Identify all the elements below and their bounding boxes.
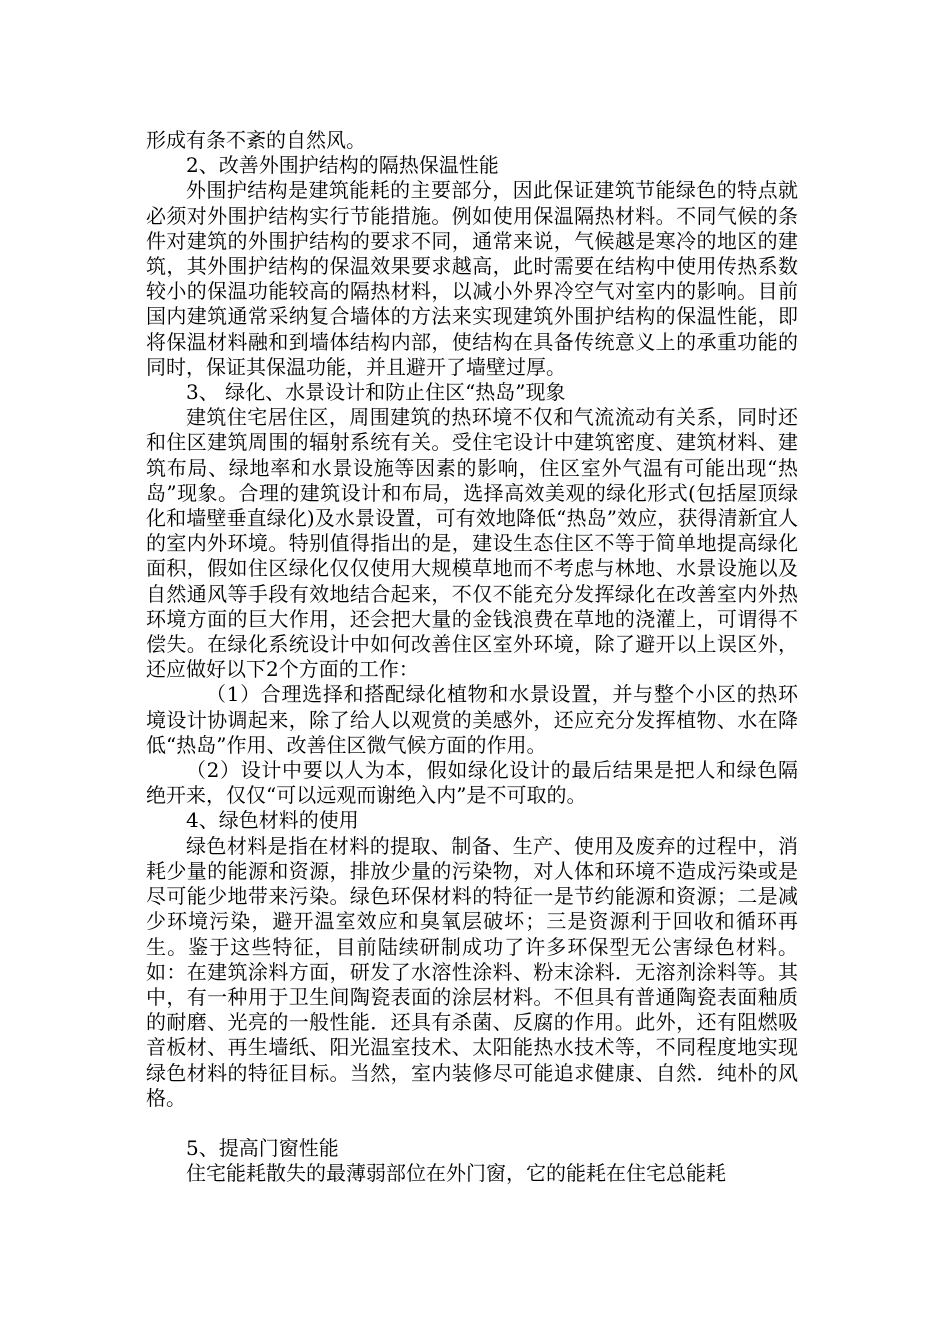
paragraph-continuation: 形成有条不紊的自然风。 xyxy=(146,128,366,152)
paragraph-green-materials: 绿色材料是指在材料的提取、制备、生产、使用及废弃的过程中，消耗少量的能源和资源，排放少量的污染物，对人体和环境不造成污染或是尽可能少地带来污染。绿色环保材料的特征一是节约能源和资源；二是减少环境污染，避开温室效应和臭氧层破坏；三是资源利于回收和循环再生。鉴于这些特征，目前陆续研制成功了许多环保型无公害绿色材料。如：在建筑涂料方面，研发了水溶性涂料、粉末涂料．无溶剂涂料等。其中，有一种用于卫生间陶瓷表面的涂层材料。不但具有普通陶瓷表面釉质的耐磨、光亮的一般性能．还具有杀菌、反腐的作用。此外，还有阻燃吸音板材、再生墙纸、阳光温室技术、太阳能热水技术等，不同程度地实现绿色材料的特征目标。当然，室内装修尽可能追求健康、自然．纯朴的风格。 xyxy=(146,833,798,1110)
paragraph-envelope: 外围护结构是建筑能耗的主要部分，因此保证建筑节能绿色的特点就必须对外围护结构实行节能措施。例如使用保温隔热材料。不同气候的条件对建筑的外围护结构的要求不同，通常来说，气候越是寒冷的地区的建筑，其外围护结构的保温效果要求越高，此时需要在结构中使用传热系数较小的保温功能较高的隔热材料，以减小外界冷空气对室内的影响。目前国内建筑通常采纳复合墙体的方法来实现建筑外围护结构的保温性能，即将保温材料融和到墙体结构内部，使结构在具备传统意义上的承重功能的同时，保证其保温功能，并且避开了墙壁过厚。 xyxy=(146,178,798,379)
section-heading-2: 2、改善外围护结构的隔热保温性能 xyxy=(186,153,499,178)
section-heading-3: 3、 绿化、水景设计和防止住区“热岛”现象 xyxy=(186,380,566,405)
paragraph-spacer xyxy=(146,1111,798,1136)
section-heading-5: 5、提高门窗性能 xyxy=(186,1136,339,1161)
document-page xyxy=(146,128,798,1187)
paragraph-windows: 住宅能耗散失的最薄弱部位在外门窗，它的能耗在住宅总能耗 xyxy=(186,1161,726,1186)
paragraph-heat-island: 建筑住宅居住区，周围建筑的热环境不仅和气流流动有关系，同时还和住区建筑周围的辐射系统有关。受住宅设计中建筑密度、建筑材料、建筑布局、绿地率和水景设施等因素的影响，住区室外气温有可能出现“热岛”现象。合理的建筑设计和布局，选择高效美观的绿化形式(包括屋顶绿化和墙壁垂直绿化)及水景设置，可有效地降低“热岛”效应，获得清新宜人的室内外环境。特别值得指出的是，建设生态住区不等于简单地提高绿化面积，假如住区绿化仅仅使用大规模草地而不考虑与林地、水景设施以及自然通风等手段有效地结合起来，不仅不能充分发挥绿化在改善室内外热环境方面的巨大作用，还会把大量的金钱浪费在草地的浇灌上，可谓得不偿失。在绿化系统设计中如何改善住区室外环境，除了避开以上误区外，还应做好以下2个方面的工作： xyxy=(146,405,798,682)
section-heading-4: 4、绿色材料的使用 xyxy=(186,808,359,833)
list-item-2: （2）设计中要以人为本，假如绿化设计的最后结果是把人和绿色隔绝开来，仅仅“可以远观而谢绝入内”是不可取的。 xyxy=(146,758,798,808)
list-item-1: （1）合理选择和搭配绿化植物和水景设置，并与整个小区的热环境设计协调起来，除了给人以观赏的美感外，还应充分发挥植物、水在降低“热岛”作用、改善住区微气候方面的作用。 xyxy=(146,682,798,757)
